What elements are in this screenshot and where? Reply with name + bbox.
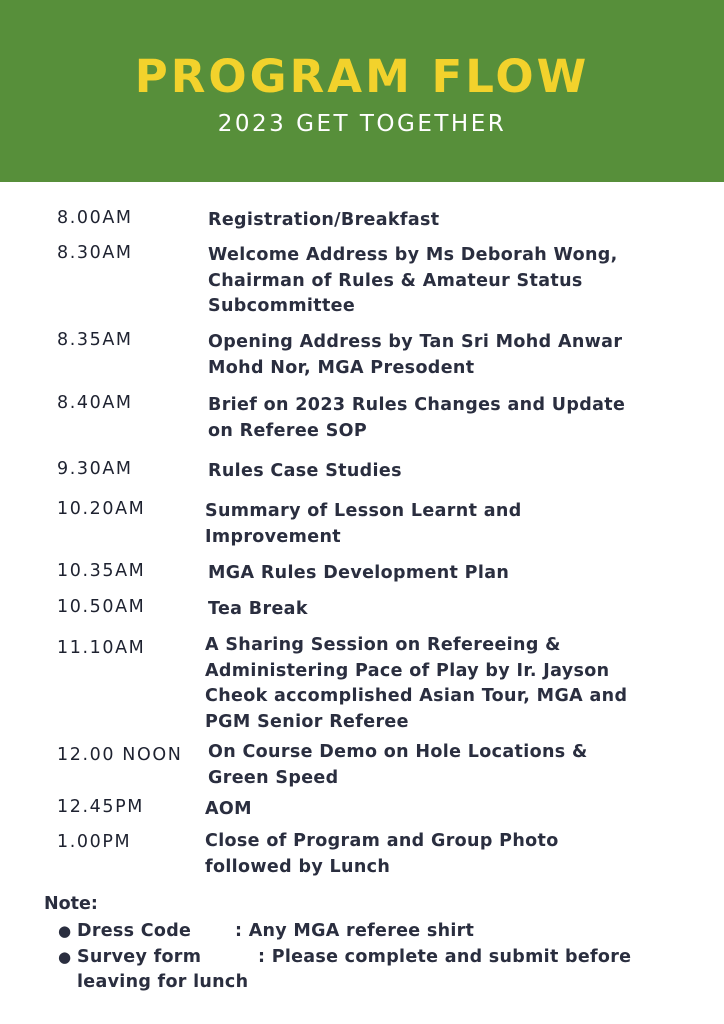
schedule-time: 8.00AM — [57, 208, 133, 228]
schedule-time: 8.35AM — [57, 330, 133, 350]
schedule-time: 8.30AM — [57, 243, 133, 263]
schedule-description: Tea Break — [208, 599, 308, 619]
schedule-description: MGA Rules Development Plan — [208, 563, 510, 583]
schedule-description: Summary of Lesson Learnt and Improvement — [205, 501, 522, 547]
schedule-time: 9.30AM — [57, 459, 133, 479]
schedule-description: Brief on 2023 Rules Changes and Update on Referee SOP — [208, 395, 626, 441]
schedule-time: 10.20AM — [57, 499, 146, 519]
schedule-description: AOM — [205, 799, 252, 819]
note-list — [58, 919, 698, 996]
schedule-description: Registration/Breakfast — [208, 210, 440, 230]
header-banner — [0, 0, 724, 182]
schedule-time: 8.40AM — [57, 393, 133, 413]
schedule-description: Welcome Address by Ms Deborah Wong, Chairman of Rules & Amateur Status Subcommittee — [208, 245, 618, 316]
schedule-time: 12.45PM — [57, 797, 144, 817]
schedule-time: 1.00PM — [57, 832, 132, 852]
schedule-time: 10.50AM — [57, 597, 146, 617]
page-title: PROGRAM FLOW — [134, 50, 590, 103]
note-key: Dress Code — [77, 921, 192, 941]
schedule-description: Close of Program and Group Photo followed by Lunch — [205, 831, 559, 877]
bullet-icon: ● — [58, 922, 72, 940]
schedule-description: Rules Case Studies — [208, 461, 402, 481]
bullet-icon: ● — [58, 947, 72, 966]
note-key: Survey form — [77, 946, 202, 967]
note-item-survey-form — [58, 945, 698, 996]
page-subtitle: 2023 GET TOGETHER — [217, 111, 507, 137]
schedule-description: On Course Demo on Hole Locations & Green Speed — [208, 742, 588, 788]
schedule-time: 11.10AM — [57, 638, 146, 658]
schedule-description: A Sharing Session on Refereeing & Administering Pace of Play by Ir. Jayson Cheok accomplished Asian Tour, MGA and PGM Senior Referee — [205, 635, 628, 732]
note-value: : Any MGA referee shirt — [235, 921, 475, 941]
note-item-dress-code — [58, 919, 698, 945]
note-label: Note: — [44, 894, 98, 914]
note-value: : Please complete and submit before leaving for lunch — [77, 946, 632, 992]
schedule-description: Opening Address by Tan Sri Mohd Anwar Mohd Nor, MGA Presodent — [208, 332, 623, 378]
schedule-time: 12.00 NOON — [57, 745, 183, 765]
schedule-time: 10.35AM — [57, 561, 146, 581]
